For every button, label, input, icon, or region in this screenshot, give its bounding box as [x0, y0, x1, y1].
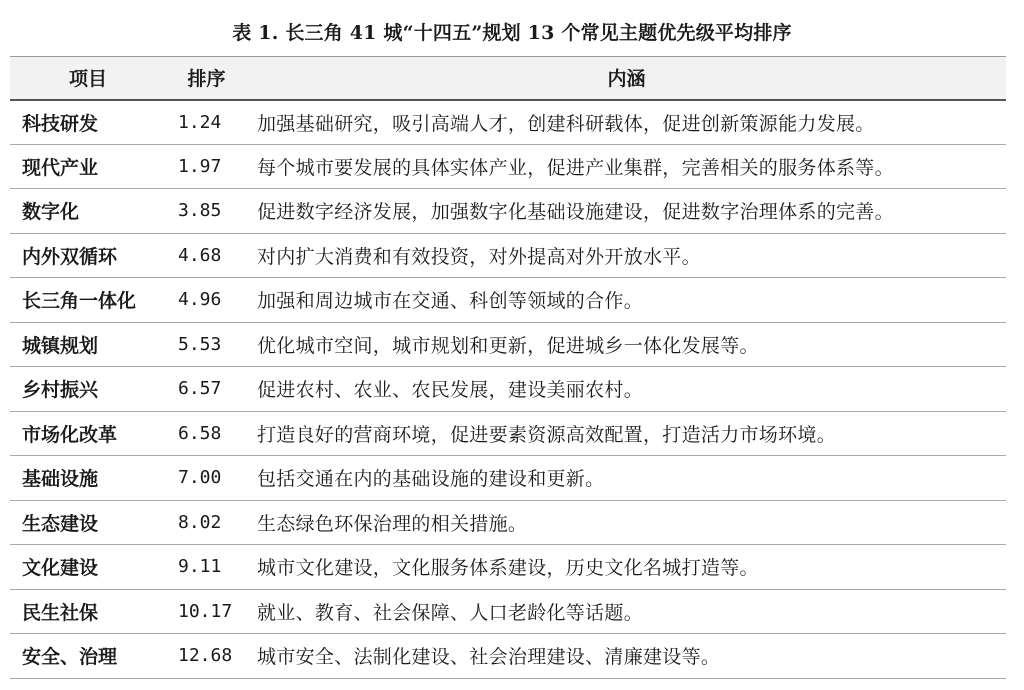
table-row: [10, 634, 1006, 679]
table-header: [10, 57, 1006, 100]
row-content: 包括交通在内的基础设施的建设和更新。: [257, 468, 605, 491]
row-rank: 9.11: [178, 556, 222, 578]
table-row: [10, 411, 1006, 456]
row-rank: 5.53: [178, 333, 222, 355]
row-content: 每个城市要发展的具体实体产业，促进产业集群，完善相关的服务体系等。: [257, 156, 894, 179]
table-row: [10, 233, 1006, 278]
row-item: 城镇规划: [22, 334, 99, 357]
row-content: 就业、教育、社会保障、人口老龄化等话题。: [257, 601, 644, 624]
table-row: [10, 278, 1006, 323]
row-content: 加强基础研究，吸引高端人才，创建科研载体，促进创新策源能力发展。: [257, 112, 875, 135]
row-rank: 4.96: [178, 289, 222, 311]
row-item: 数字化: [22, 201, 80, 224]
table-row: [10, 500, 1006, 545]
row-item: 生态建设: [22, 512, 99, 535]
row-item: 民生社保: [22, 601, 99, 624]
table-row: [10, 367, 1006, 412]
row-content: 优化城市空间，城市规划和更新，促进城乡一体化发展等。: [257, 334, 759, 357]
table-caption: 表 1. 长三角 41 城“十四五”规划 13 个常见主题优先级平均排序: [232, 22, 792, 44]
row-rank: 1.24: [178, 111, 222, 133]
table-row: [10, 322, 1006, 367]
row-content: 对内扩大消费和有效投资，对外提高对外开放水平。: [257, 245, 701, 268]
row-content: 生态绿色环保治理的相关措施。: [257, 512, 528, 535]
table-row: [10, 545, 1006, 590]
row-item: 长三角一体化: [22, 290, 137, 313]
table-row: [10, 189, 1006, 234]
row-rank: 4.68: [178, 244, 222, 266]
row-rank: 6.58: [178, 422, 222, 444]
row-rank: 6.57: [178, 378, 222, 400]
row-content: 城市安全、法制化建设、社会治理建设、清廉建设等。: [257, 646, 721, 669]
header-content: 内涵: [247, 57, 1006, 100]
row-rank: 12.68: [178, 645, 233, 667]
row-rank: 1.97: [178, 155, 222, 177]
table-row: [10, 589, 1006, 634]
table-row: [10, 100, 1006, 145]
row-rank: 3.85: [178, 200, 222, 222]
row-content: 城市文化建设，文化服务体系建设，历史文化名城打造等。: [257, 557, 759, 580]
priority-table: [10, 56, 1006, 679]
row-item: 乡村振兴: [22, 379, 99, 402]
row-rank: 7.00: [178, 467, 222, 489]
header-item: 项目: [10, 57, 166, 100]
row-item: 文化建设: [22, 557, 99, 580]
row-item: 科技研发: [22, 112, 99, 135]
header-row: [10, 57, 1006, 100]
row-rank: 8.02: [178, 511, 222, 533]
row-content: 促进数字经济发展，加强数字化基础设施建设，促进数字治理体系的完善。: [257, 201, 894, 224]
row-item: 安全、治理: [22, 646, 118, 669]
table-row: [10, 144, 1006, 189]
table-row: [10, 456, 1006, 501]
table-body: [10, 100, 1006, 679]
row-item: 现代产业: [22, 156, 99, 179]
row-item: 市场化改革: [22, 423, 118, 446]
row-item: 内外双循环: [22, 245, 118, 268]
row-content: 促进农村、农业、农民发展，建设美丽农村。: [257, 379, 644, 402]
header-rank: 排序: [166, 57, 247, 100]
row-content: 打造良好的营商环境，促进要素资源高效配置，打造活力市场环境。: [257, 423, 837, 446]
row-rank: 10.17: [178, 600, 233, 622]
row-item: 基础设施: [22, 468, 99, 491]
row-content: 加强和周边城市在交通、科创等领域的合作。: [257, 290, 644, 313]
